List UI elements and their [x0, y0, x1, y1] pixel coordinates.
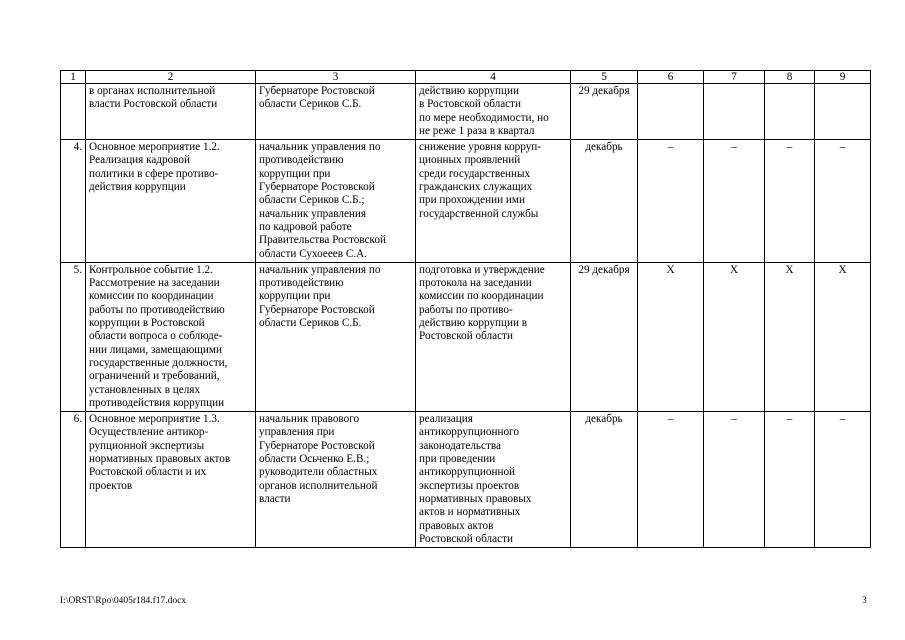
result-cell-line: правовых актов	[419, 519, 494, 532]
result-cell-line: при прохождении ими	[419, 194, 525, 207]
event-cell-line: Ростовской области и их	[89, 466, 207, 479]
responsible-cell-line: области Осьченко Е.В.;	[259, 453, 370, 466]
responsible-cell-line: противодействию	[259, 154, 344, 167]
event-cell-line: в органах исполнительной	[89, 85, 216, 97]
event-cell-line: нии лицами, замещающими	[89, 343, 222, 356]
result-cell-line: актов и нормативных	[419, 506, 521, 519]
responsible-cell-line: Губернаторе Ростовской	[259, 85, 375, 97]
header-col-6: 6	[638, 71, 704, 84]
event-cell	[86, 412, 256, 548]
responsible-cell-line: области Сериков С.Б.	[259, 98, 362, 111]
row-number: 4.	[61, 140, 86, 263]
responsible-cell-line: управления при	[259, 426, 335, 439]
result-cell-line: государственной службы	[419, 207, 539, 220]
result-cell-line: ционных проявлений	[419, 154, 521, 167]
event-cell-line: власти Ростовской области	[89, 98, 218, 111]
result-cell-line: экспертизы проектов	[419, 479, 520, 492]
header-col-7: 7	[704, 71, 765, 84]
footer-page-number: 3	[862, 596, 867, 606]
event-cell-line: Осуществление антикор-	[89, 426, 209, 439]
responsible-cell-line: начальник правового	[259, 413, 360, 426]
event-cell-line: проектов	[89, 479, 133, 492]
responsible-cell-line: коррупции при	[259, 167, 331, 180]
event-cell	[86, 262, 256, 411]
col-7-cell	[704, 84, 765, 140]
header-col-4: 4	[416, 71, 571, 84]
event-cell-line: ограничений и требований,	[89, 370, 220, 383]
result-cell-line: законодательства	[419, 439, 501, 452]
event-cell-line: политики в сфере противо-	[89, 167, 219, 180]
result-cell-line: по мере необходимости, но	[419, 111, 549, 124]
responsible-cell-line: начальник управления по	[259, 141, 381, 154]
event-cell-line: действия коррупции	[89, 181, 186, 194]
result-cell-line: среди государственных	[419, 167, 531, 180]
responsible-cell	[256, 84, 416, 140]
col-9-cell: –	[815, 412, 871, 548]
col-6-cell: –	[638, 412, 704, 548]
responsible-cell-line: Губернаторе Ростовской	[259, 439, 375, 452]
result-cell-line: действию коррупции	[419, 85, 519, 97]
event-cell-line: коррупции в Ростовской	[89, 317, 205, 330]
event-cell-line: Основное мероприятие 1.3.	[89, 413, 220, 426]
result-cell-line: Ростовской области	[419, 532, 513, 545]
date-cell: декабрь	[571, 412, 638, 548]
col-6-cell: Х	[638, 262, 704, 411]
result-cell-line: работы по противо-	[419, 303, 513, 316]
col-6-cell	[638, 84, 704, 140]
table-row	[61, 412, 871, 548]
date-cell: декабрь	[571, 140, 638, 263]
event-cell-line: Рассмотрение на заседании	[89, 277, 220, 290]
responsible-cell-line: области Сериков С.Б.;	[259, 194, 365, 207]
responsible-cell-line: органов исполнительной	[259, 479, 378, 492]
table-row	[61, 84, 871, 140]
col-8-cell: –	[765, 140, 815, 263]
responsible-cell-line: начальник управления	[259, 207, 367, 220]
result-cell	[416, 140, 571, 263]
event-cell-line: Реализация кадровой	[89, 154, 191, 167]
col-7-cell: –	[704, 412, 765, 548]
responsible-cell-line: Губернаторе Ростовской	[259, 181, 375, 194]
date-cell: 29 декабря	[571, 262, 638, 411]
event-cell-line: противодействия коррупции	[89, 396, 225, 409]
responsible-cell-line: руководители областных	[259, 466, 378, 479]
result-cell	[416, 84, 571, 140]
result-cell	[416, 262, 571, 411]
table-row	[61, 140, 871, 263]
responsible-cell-line: по кадровой работе	[259, 220, 352, 233]
responsible-cell	[256, 412, 416, 548]
responsible-cell	[256, 262, 416, 411]
row-number: 6.	[61, 412, 86, 548]
result-cell-line: протокола на заседании	[419, 277, 532, 290]
result-cell-line: антикоррупционной	[419, 466, 516, 479]
header-col-3: 3	[256, 71, 416, 84]
result-cell-line: при проведении	[419, 453, 496, 466]
result-cell-line: комиссии по координации	[419, 290, 544, 303]
table-body	[61, 84, 871, 548]
result-cell-line: реализация	[419, 413, 473, 426]
responsible-cell-line: области Сухоееев С.А.	[259, 247, 367, 260]
result-cell-line: подготовка и утверждение	[419, 263, 545, 276]
responsible-cell-line: власти	[259, 492, 291, 505]
header-col-1: 1	[61, 71, 86, 84]
header-col-2: 2	[86, 71, 256, 84]
event-cell	[86, 84, 256, 140]
footer-file-path: I:\ORST\Rpo\0405r184.f17.docx	[60, 596, 187, 606]
plan-table	[60, 70, 871, 548]
header-col-8: 8	[765, 71, 815, 84]
responsible-cell-line: коррупции при	[259, 290, 331, 303]
responsible-cell	[256, 140, 416, 263]
result-cell-line: снижение уровня корруп-	[419, 141, 542, 154]
col-8-cell: Х	[765, 262, 815, 411]
result-cell-line: антикоррупционного	[419, 426, 519, 439]
result-cell-line: Ростовской области	[419, 330, 513, 343]
header-col-9: 9	[815, 71, 871, 84]
event-cell-line: государственные должности,	[89, 356, 228, 369]
col-6-cell: –	[638, 140, 704, 263]
result-cell-line: в Ростовской области	[419, 98, 522, 111]
result-cell-line: не реже 1 раза в квартал	[419, 124, 535, 137]
event-cell-line: Контрольное событие 1.2.	[89, 263, 213, 276]
row-number: 5.	[61, 262, 86, 411]
responsible-cell-line: Губернаторе Ростовской	[259, 303, 375, 316]
table-row	[61, 262, 871, 411]
result-cell-line: действию коррупции в	[419, 317, 528, 330]
responsible-cell-line: области Сериков С.Б.	[259, 317, 362, 330]
header-row	[61, 71, 871, 84]
col-8-cell	[765, 84, 815, 140]
responsible-cell-line: Правительства Ростовской	[259, 234, 386, 247]
col-7-cell: –	[704, 140, 765, 263]
event-cell-line: работы по противодействию	[89, 303, 225, 316]
result-cell-line: нормативных правовых	[419, 492, 532, 505]
date-cell: 29 декабря	[571, 84, 638, 140]
event-cell-line: области вопроса о соблюде-	[89, 330, 223, 343]
col-9-cell: –	[815, 140, 871, 263]
event-cell	[86, 140, 256, 263]
header-col-5: 5	[571, 71, 638, 84]
col-8-cell: –	[765, 412, 815, 548]
col-9-cell	[815, 84, 871, 140]
result-cell	[416, 412, 571, 548]
col-7-cell: Х	[704, 262, 765, 411]
event-cell-line: Основное мероприятие 1.2.	[89, 141, 220, 154]
event-cell-line: рупционной экспертизы	[89, 439, 205, 452]
responsible-cell-line: начальник управления по	[259, 263, 381, 276]
event-cell-line: комиссии по координации	[89, 290, 214, 303]
responsible-cell-line: противодействию	[259, 277, 344, 290]
result-cell-line: гражданских служащих	[419, 181, 533, 194]
row-number	[61, 84, 86, 140]
col-9-cell: Х	[815, 262, 871, 411]
event-cell-line: установленных в целях	[89, 383, 201, 396]
event-cell-line: нормативных правовых актов	[89, 453, 231, 466]
